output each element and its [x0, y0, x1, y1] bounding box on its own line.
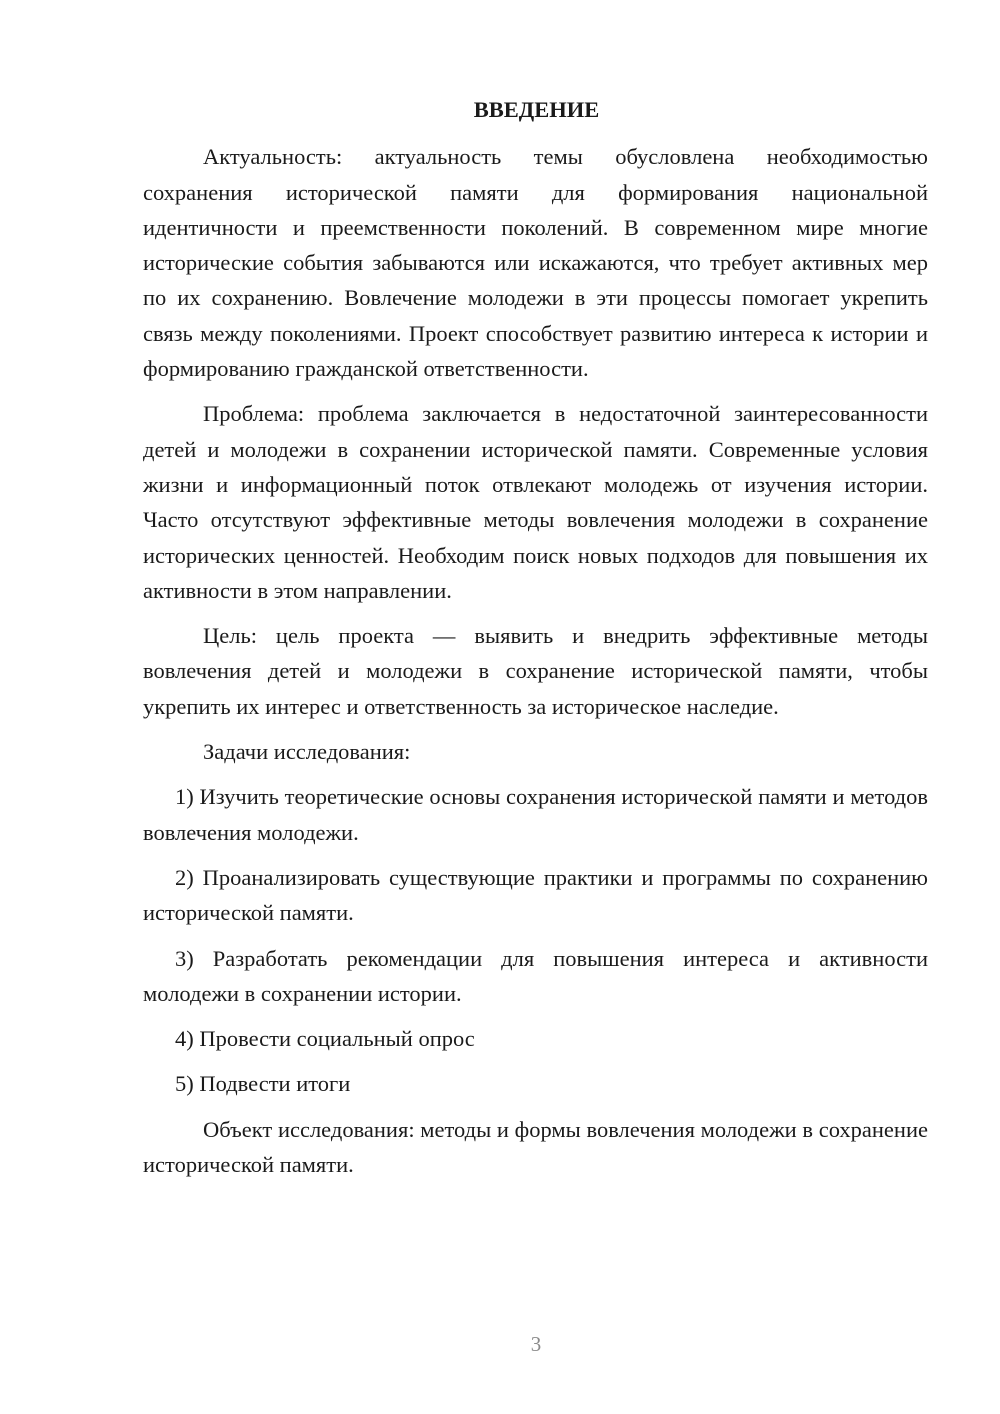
task-item-4: 4) Провести социальный опрос [175, 1026, 475, 1052]
task-item-1: 1) Изучить теоретические основы сохранения исторической памяти и методов вовлечения молодежи. [143, 784, 928, 845]
object-paragraph: Объект исследования: методы и формы вовлечения молодежи в сохранение исторической памяти. [143, 1116, 928, 1178]
tasks-list [143, 779, 928, 1101]
tasks-heading: Задачи исследования: [203, 739, 411, 765]
task-item-2: 2) Проанализировать существующие практики и программы по сохранению исторической памяти. [143, 864, 928, 926]
relevance-paragraph: Актуальность: актуальность темы обусловлена необходимостью сохранения исторической памяти для формирования национальной идентичности и преемственности поколений. В современном мире многие исторические события забываются или искажаются, что требует активных мер по их сохранению. Вовлечение молодежи в эти процессы помогает укрепить связь между поколениями. Проект способствует развитию интереса к истории и формированию гражданской ответственности. [143, 144, 928, 382]
page-content [143, 92, 928, 1182]
section-title: ВВЕДЕНИЕ [473, 97, 600, 122]
page-number: 3 [530, 1332, 542, 1356]
problem-paragraph: Проблема: проблема заключается в недостаточной заинтересованности детей и молодежи в сохранении исторической памяти. Современные условия жизни и информационный поток отвлекают молодежь от изучения истории. Часто отсутствуют эффективные методы вовлечения молодежи в сохранение исторических ценностей. Необходим поиск новых подходов для повышения их активности в этом направлении. [143, 401, 928, 603]
task-item-5: 5) Подвести итоги [175, 1071, 351, 1097]
goal-paragraph: Цель: цель проекта — выявить и внедрить эффективные методы вовлечения детей и молодежи в сохранение исторической памяти, чтобы укрепить их интерес и ответственность за историческое наследие. [143, 623, 928, 719]
task-item-3: 3) Разработать рекомендации для повышения интереса и активности молодежи в сохранении истории. [143, 945, 928, 1006]
